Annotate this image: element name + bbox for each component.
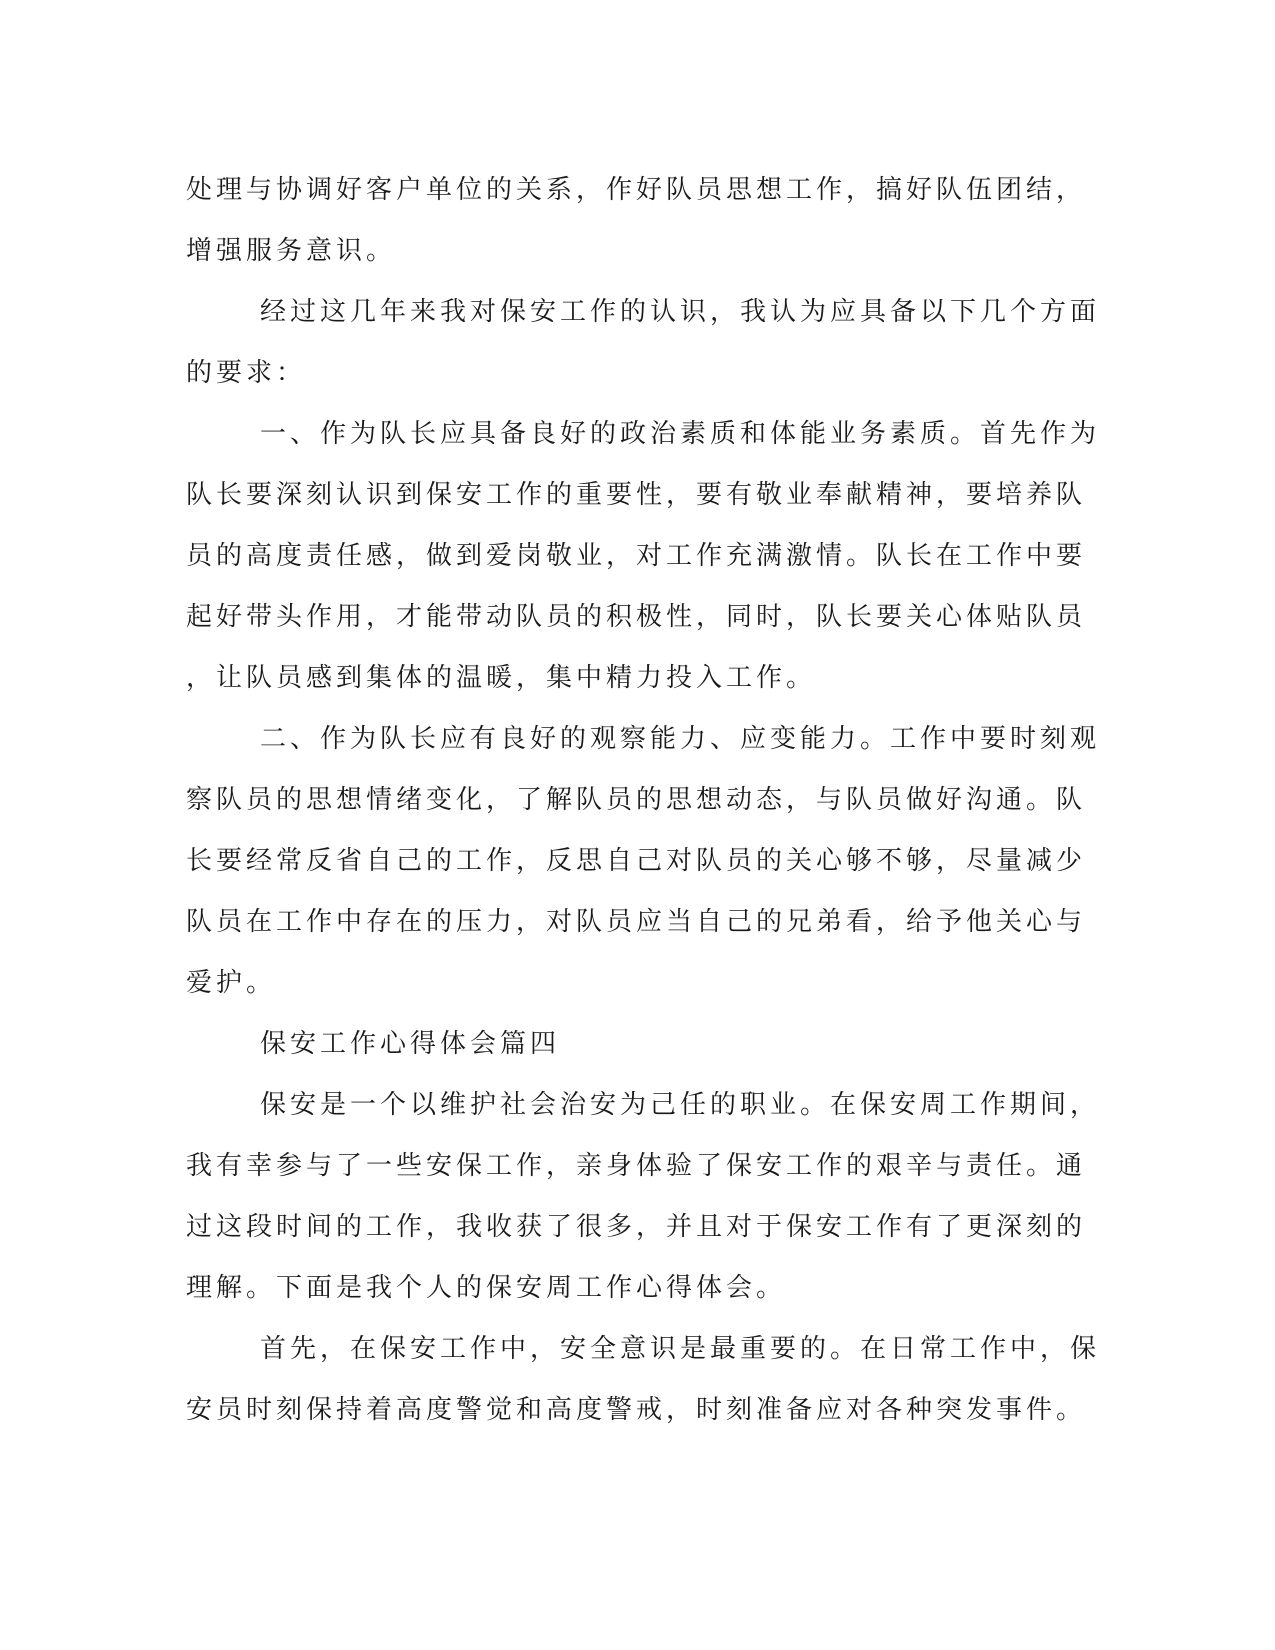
text-line: 处理与协调好客户单位的关系，作好队员思想工作，搞好队伍团结，: [186, 175, 1087, 205]
text-line: 首先，在保安工作中，安全意识是最重要的。在日常工作中，保: [260, 1334, 1101, 1364]
text-line: 察队员的思想情绪变化，了解队员的思想动态，与队员做好沟通。队: [186, 785, 1087, 815]
text-line: 经过这几年来我对保安工作的认识，我认为应具备以下几个方面: [260, 297, 1101, 327]
text-line: 过这段时间的工作，我收获了很多，并且对于保安工作有了更深刻的: [186, 1212, 1087, 1242]
text-line: 队员在工作中存在的压力，对队员应当自己的兄弟看，给予他关心与: [186, 907, 1087, 937]
text-line: 起好带头作用，才能带动队员的积极性，同时，队长要关心体贴队员: [186, 602, 1087, 632]
text-line: 爱护。: [186, 968, 277, 998]
text-line: 我有幸参与了一些安保工作，亲身体验了保安工作的艰辛与责任。通: [186, 1151, 1087, 1181]
text-line: 队长要深刻认识到保安工作的重要性，要有敬业奉献精神，要培养队: [186, 480, 1087, 510]
text-line: 安员时刻保持着高度警觉和高度警戒，时刻准备应对各种突发事件。: [186, 1395, 1087, 1425]
text-line: 员的高度责任感，做到爱岗敬业，对工作充满激情。队长在工作中要: [186, 541, 1087, 571]
text-line: 的要求：: [186, 358, 307, 388]
section-heading: 保安工作心得体会篇四: [260, 1029, 561, 1059]
body-text: [186, 160, 1101, 1441]
text-line: 理解。下面是我个人的保安周工作心得体会。: [186, 1273, 787, 1303]
text-line: 二、作为队长应有良好的观察能力、应变能力。工作中要时刻观: [260, 724, 1101, 754]
text-line: 长要经常反省自己的工作，反思自己对队员的关心够不够，尽量减少: [186, 846, 1087, 876]
text-line: 一、作为队长应具备良好的政治素质和体能业务素质。首先作为: [260, 419, 1101, 449]
text-line: ，让队员感到集体的温暖，集中精力投入工作。: [186, 663, 817, 693]
text-line: 增强服务意识。: [186, 236, 397, 266]
text-line: 保安是一个以维护社会治安为己任的职业。在保安周工作期间，: [260, 1090, 1101, 1120]
